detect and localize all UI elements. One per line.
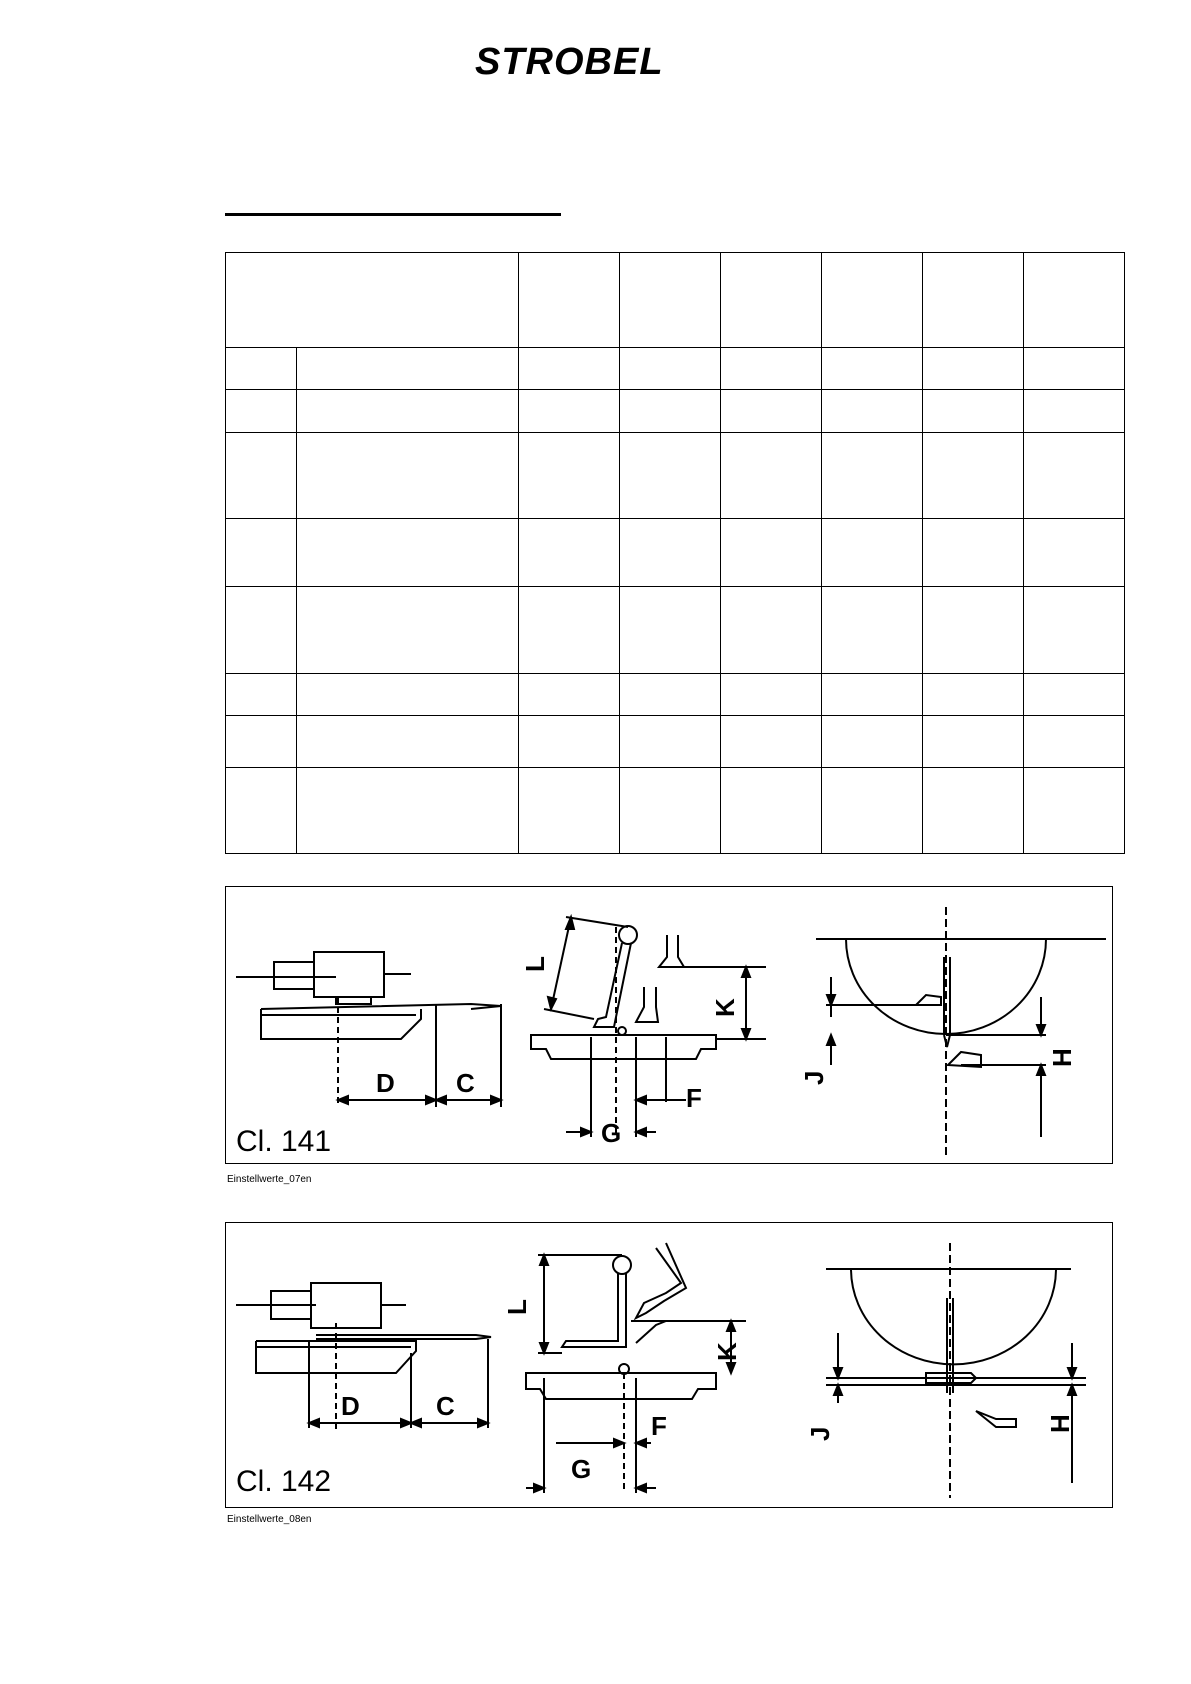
header-cell-class-5 — [923, 253, 1024, 348]
dim-label-h: H — [1047, 1048, 1077, 1067]
dim-label-l: L — [520, 956, 550, 972]
dim-label-j: J — [805, 1426, 835, 1441]
figure-title: Cl. 142 — [236, 1465, 332, 1498]
dim-label-g: G — [601, 1118, 622, 1148]
dim-label-g: G — [571, 1454, 592, 1484]
figure-cl-141 — [225, 886, 1113, 1164]
dim-label-h: H — [1045, 1414, 1075, 1433]
figure-caption: Einstellwerte_07en — [227, 1174, 312, 1185]
strobel-logo: STROBEL — [475, 41, 664, 83]
table-header-row — [226, 253, 1125, 348]
header-cell-parameter — [226, 253, 519, 348]
header-cell-class-6 — [1024, 253, 1125, 348]
dim-label-k: K — [712, 1342, 742, 1361]
table-row — [226, 716, 1125, 768]
header-cell-class-4 — [822, 253, 923, 348]
dim-label-c: C — [436, 1391, 455, 1421]
table-row — [226, 587, 1125, 674]
figure-cl-142 — [225, 1222, 1113, 1508]
table-row — [226, 768, 1125, 854]
header-cell-class-1 — [519, 253, 620, 348]
dim-label-f: F — [651, 1411, 667, 1441]
dim-label-j: J — [799, 1070, 829, 1085]
dim-label-d: D — [341, 1391, 360, 1421]
table-row — [226, 519, 1125, 587]
heading-underline — [225, 213, 561, 216]
dim-label-f: F — [686, 1083, 702, 1113]
header-cell-class-2 — [620, 253, 721, 348]
table-row — [226, 390, 1125, 433]
dim-label-c: C — [456, 1068, 475, 1098]
technical-drawing-cl-141 — [226, 887, 1112, 1163]
header-cell-class-3 — [721, 253, 822, 348]
figure-caption: Einstellwerte_08en — [227, 1514, 312, 1525]
table-row — [226, 674, 1125, 716]
table-row — [226, 348, 1125, 390]
technical-drawing-cl-142 — [226, 1223, 1112, 1507]
dim-label-d: D — [376, 1068, 395, 1098]
dim-label-k: K — [710, 998, 740, 1017]
settings-table — [225, 252, 1125, 854]
table-row — [226, 433, 1125, 519]
dim-label-l: L — [502, 1299, 532, 1315]
figure-title: Cl. 141 — [236, 1125, 332, 1158]
